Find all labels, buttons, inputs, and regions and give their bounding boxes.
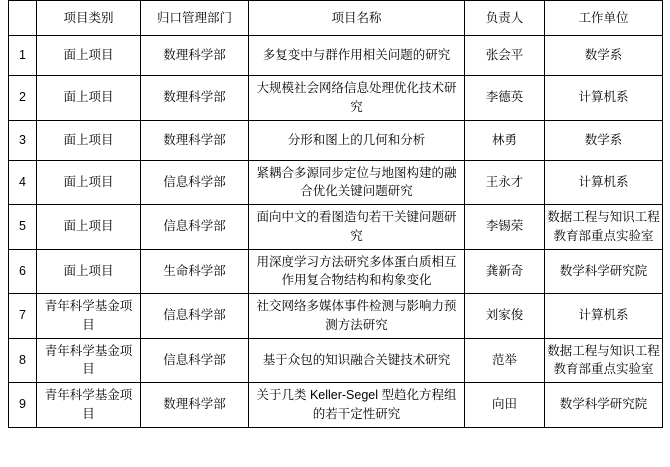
- row-unit: 数学科学研究院: [545, 249, 663, 294]
- row-index: 4: [9, 160, 37, 205]
- table-row: [9, 120, 663, 160]
- row-department: 数理科学部: [141, 76, 249, 121]
- row-leader: 李锡荣: [465, 205, 545, 250]
- row-leader: 龚新奇: [465, 249, 545, 294]
- row-index: 6: [9, 249, 37, 294]
- column-header-leader: 负责人: [465, 1, 545, 36]
- row-leader: 范举: [465, 338, 545, 383]
- row-leader: 林勇: [465, 120, 545, 160]
- row-department: 生命科学部: [141, 249, 249, 294]
- row-project-name: 社交网络多媒体事件检测与影响力预测方法研究: [249, 294, 465, 339]
- table-row: [9, 338, 663, 383]
- row-department: 信息科学部: [141, 160, 249, 205]
- column-header-name: 项目名称: [249, 1, 465, 36]
- row-project-name: 紧耦合多源同步定位与地图构建的融合优化关键问题研究: [249, 160, 465, 205]
- row-unit: 数学系: [545, 120, 663, 160]
- table-row: [9, 160, 663, 205]
- row-index: 3: [9, 120, 37, 160]
- column-header-unit: 工作单位: [545, 1, 663, 36]
- table-row: [9, 36, 663, 76]
- row-category: 青年科学基金项目: [37, 338, 141, 383]
- row-unit: 数据工程与知识工程教育部重点实验室: [545, 338, 663, 383]
- row-department: 信息科学部: [141, 338, 249, 383]
- row-unit: 计算机系: [545, 294, 663, 339]
- row-category: 青年科学基金项目: [37, 294, 141, 339]
- row-project-name: 分形和图上的几何和分析: [249, 120, 465, 160]
- table-header-row: [9, 1, 663, 36]
- column-header-department: 归口管理部门: [141, 1, 249, 36]
- row-project-name: 基于众包的知识融合关键技术研究: [249, 338, 465, 383]
- row-project-name: 用深度学习方法研究多体蛋白质相互作用复合物结构和构象变化: [249, 249, 465, 294]
- row-project-name: 大规模社会网络信息处理优化技术研究: [249, 76, 465, 121]
- column-header-category: 项目类别: [37, 1, 141, 36]
- project-table: [8, 0, 663, 428]
- row-category: 面上项目: [37, 36, 141, 76]
- row-department: 数理科学部: [141, 383, 249, 428]
- row-index: 7: [9, 294, 37, 339]
- row-project-name: 多复变中与群作用相关问题的研究: [249, 36, 465, 76]
- row-leader: 刘家俊: [465, 294, 545, 339]
- row-category: 面上项目: [37, 249, 141, 294]
- table-row: [9, 76, 663, 121]
- table-row: [9, 383, 663, 428]
- row-category: 面上项目: [37, 205, 141, 250]
- column-header-index: [9, 1, 37, 36]
- row-department: 数理科学部: [141, 120, 249, 160]
- row-department: 数理科学部: [141, 36, 249, 76]
- row-index: 9: [9, 383, 37, 428]
- row-unit: 计算机系: [545, 160, 663, 205]
- row-unit: 数学系: [545, 36, 663, 76]
- row-index: 8: [9, 338, 37, 383]
- row-category: 面上项目: [37, 120, 141, 160]
- row-category: 面上项目: [37, 160, 141, 205]
- table-row: [9, 294, 663, 339]
- row-category: 面上项目: [37, 76, 141, 121]
- row-leader: 向田: [465, 383, 545, 428]
- row-department: 信息科学部: [141, 205, 249, 250]
- table-body: [9, 36, 663, 428]
- row-index: 1: [9, 36, 37, 76]
- table-row: [9, 249, 663, 294]
- table-row: [9, 205, 663, 250]
- row-project-name: 面向中文的看图造句若干关键问题研究: [249, 205, 465, 250]
- row-unit: 计算机系: [545, 76, 663, 121]
- table-header: [9, 1, 663, 36]
- row-unit: 数学科学研究院: [545, 383, 663, 428]
- row-category: 青年科学基金项目: [37, 383, 141, 428]
- row-leader: 王永才: [465, 160, 545, 205]
- row-index: 5: [9, 205, 37, 250]
- row-unit: 数据工程与知识工程教育部重点实验室: [545, 205, 663, 250]
- row-leader: 张会平: [465, 36, 545, 76]
- row-leader: 李德英: [465, 76, 545, 121]
- row-department: 信息科学部: [141, 294, 249, 339]
- row-project-name: 关于几类 Keller-Segel 型趋化方程组的若干定性研究: [249, 383, 465, 428]
- row-index: 2: [9, 76, 37, 121]
